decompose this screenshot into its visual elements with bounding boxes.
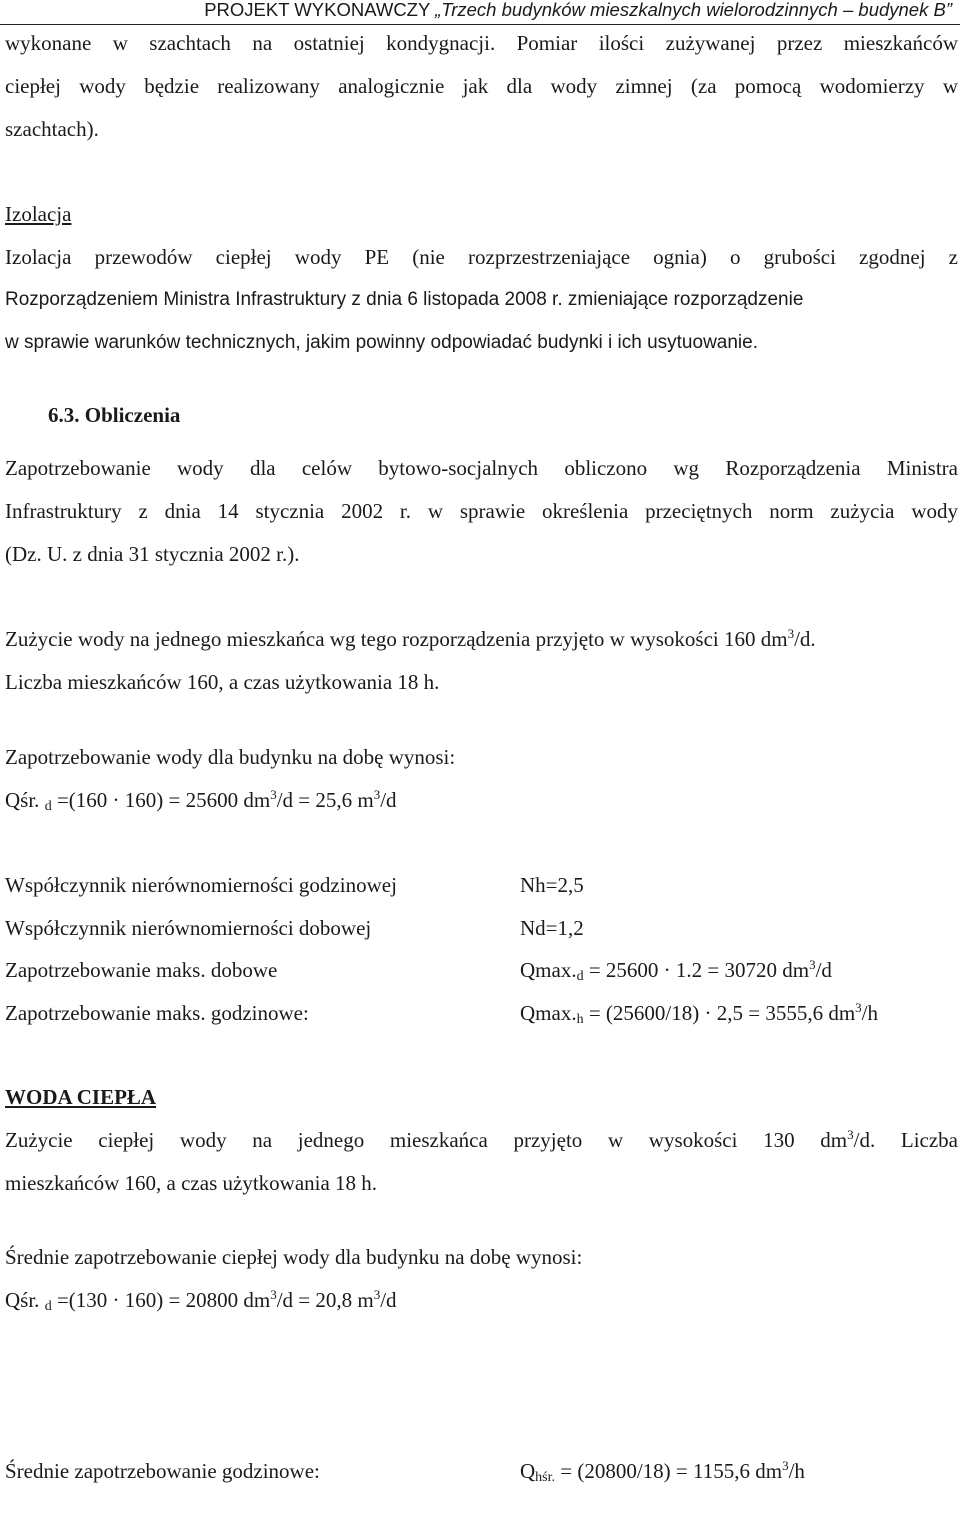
- daily-demand-formula: Qśr. $_d$ =(160 · 160) = 25600 $dm^3/d = 25,6$ $m^3/d$: [5, 787, 397, 814]
- izolacja-line-2: Rozporządzeniem Ministra Infrastruktury z dnia 6 listopada 2008 r. zmieniające rozporządzenie: [5, 289, 804, 310]
- header-prefix: PROJEKT WYKONAWCZY: [204, 0, 436, 20]
- coef-label-hourly: Współczynnik nierównomierności godzinowej: [5, 873, 397, 897]
- section-heading-obliczenia: 6.3. Obliczenia: [48, 403, 181, 427]
- daily-demand-label: Zapotrzebowanie wody dla budynku na dobę wynosi:: [5, 745, 456, 769]
- ciepla-hourly-label: Średnie zapotrzebowanie godzinowe:: [5, 1459, 320, 1483]
- max-hourly-value: $Qmax._h = (25600/18) \cdot 2,5 = 3555,6$ $dm^3/h$: [520, 1000, 879, 1027]
- izolacja-heading: Izolacja: [5, 202, 72, 226]
- izolacja-line-1: Izolacja przewodów ciepłej wody PE (nie rozprzestrzeniające ognia) o grubości zgodnej z: [5, 245, 958, 269]
- obliczenia-line-3: (Dz. U. z dnia 31 stycznia 2002 r.).: [5, 542, 300, 566]
- residents-line: Liczba mieszkańców 160, a czas użytkowania 18 h.: [5, 670, 440, 694]
- coef-value-daily: Nd=1,2: [520, 916, 584, 940]
- intro-line-2: ciepłej wody będzie realizowany analogicznie jak dla wody zimnej (za pomocą wodomierzy w: [5, 74, 958, 98]
- obliczenia-line-2: Infrastruktury z dnia 14 stycznia 2002 r. w sprawie określenia przeciętnych norm zużycia wody: [5, 499, 958, 523]
- ciepla-usage-line: Zużycie ciepłej wody na jednego mieszkańca przyjęto w wysokości 130 $dm^3/d$. Liczba: [5, 1127, 958, 1152]
- page-header: [204, 0, 952, 22]
- header-rule: [0, 24, 960, 25]
- ciepla-hourly-formula: $Q_{hśr.} = (20800/18) = 1155,6$ $dm^3/h$: [520, 1458, 805, 1485]
- header-title: „Trzech budynków mieszkalnych wielorodzinnych – budynek B”: [435, 0, 952, 20]
- ciepla-residents-line: mieszkańców 160, a czas użytkowania 18 h.: [5, 1171, 378, 1195]
- section-heading-woda-ciepla: WODA CIEPŁA: [5, 1085, 157, 1109]
- izolacja-line-3: w sprawie warunków technicznych, jakim powinny odpowiadać budynki i ich usytuowanie.: [5, 332, 758, 353]
- max-daily-label: Zapotrzebowanie maks. dobowe: [5, 958, 278, 982]
- ciepla-daily-label: Średnie zapotrzebowanie ciepłej wody dla budynku na dobę wynosi:: [5, 1245, 583, 1269]
- intro-line-1: wykonane w szachtach na ostatniej kondygnacji. Pomiar ilości zużywanej przez mieszkańców: [5, 31, 958, 55]
- max-hourly-label: Zapotrzebowanie maks. godzinowe:: [5, 1001, 309, 1025]
- coef-value-hourly: Nh=2,5: [520, 873, 584, 897]
- max-daily-value: $Qmax._d = 25600 \cdot 1.2 = 30720$ $dm^3/d$: [520, 957, 832, 984]
- obliczenia-line-1: Zapotrzebowanie wody dla celów bytowo-socjalnych obliczono wg Rozporządzenia Ministra: [5, 456, 958, 480]
- intro-line-3: szachtach).: [5, 117, 99, 141]
- usage-line: Zużycie wody na jednego mieszkańca wg tego rozporządzenia przyjęto w wysokości 160 $dm^3/d$.: [5, 626, 816, 651]
- coef-label-daily: Współczynnik nierównomierności dobowej: [5, 916, 372, 940]
- ciepla-daily-formula: Qśr. $_d$ =(130 · 160) = 20800 $dm^3/d = 20,8$ $m^3/d$: [5, 1287, 397, 1314]
